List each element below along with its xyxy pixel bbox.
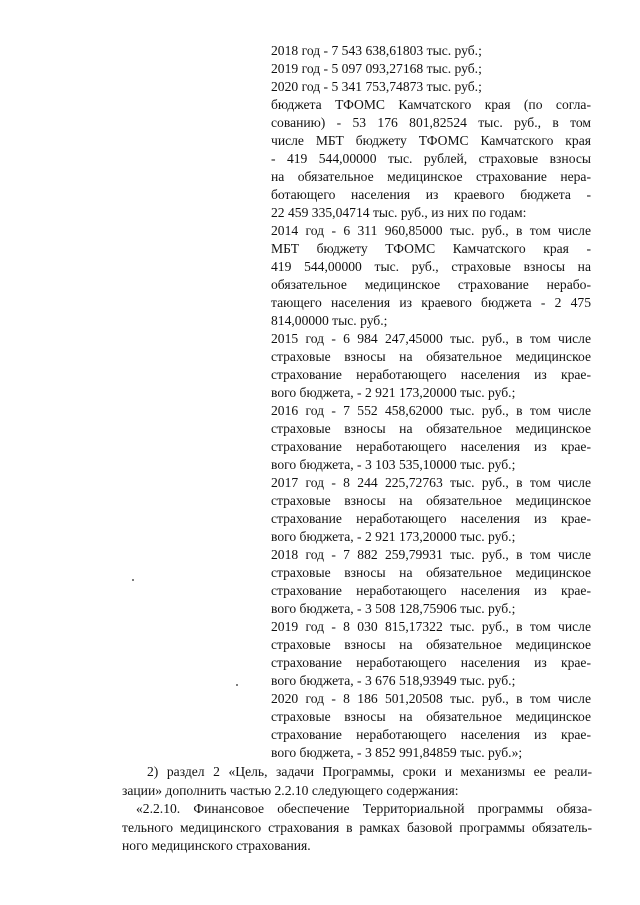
text-line: страховые взносы на обязательное медицинское [271, 349, 591, 364]
text-line: страховые взносы на обязательное медицинское [271, 565, 591, 580]
text-line: тающего населения из краевого бюджета - 2 475 [271, 295, 591, 310]
text-line: вого бюджета, - 3 852 991,84859 тыс. руб.»; [271, 745, 523, 760]
text-line: 2018 год - 7 543 638,61803 тыс. руб.; [271, 43, 482, 58]
text-line: страхование неработающего населения из крае- [271, 583, 591, 598]
text-line: обязательное медицинское страхование нерабо- [271, 277, 591, 292]
text-line: сованию) - 53 176 801,82524 тыс. руб., в том [271, 115, 591, 130]
scan-speck [236, 684, 238, 686]
text-line: страховые взносы на обязательное медицинское [271, 637, 591, 652]
text-line: страхование неработающего населения из крае- [271, 727, 591, 742]
text-line: 2019 год - 5 097 093,27168 тыс. руб.; [271, 61, 482, 76]
financing-column [271, 42, 591, 762]
amendment-paragraphs [122, 763, 592, 856]
text-line: страховые взносы на обязательное медицинское [271, 421, 591, 436]
text-line: 2019 год - 8 030 815,17322 тыс. руб., в том числе [271, 619, 591, 634]
scan-speck [132, 579, 134, 581]
text-line: зации» дополнить частью 2.2.10 следующего содержания: [122, 782, 459, 798]
text-line: «2.2.10. Финансовое обеспечение Территориальной программы обяза- [136, 801, 592, 816]
text-line: 814,00000 тыс. руб.; [271, 313, 388, 328]
text-line: тельного медицинского страхования в рамках базовой программы обязатель- [122, 819, 592, 835]
text-line: - 419 544,00000 тыс. рублей, страховые взносы [271, 151, 591, 166]
text-line: на обязательное медицинское страхование нера- [271, 169, 591, 184]
text-line: бюджета ТФОМС Камчатского края (по согла- [271, 97, 591, 112]
text-line: 2015 год - 6 984 247,45000 тыс. руб., в том числе [271, 331, 591, 346]
text-line: страховые взносы на обязательное медицинское [271, 709, 591, 724]
text-line: 22 459 335,04714 тыс. руб., из них по годам: [271, 205, 527, 220]
text-line: страховые взносы на обязательное медицинское [271, 493, 591, 508]
text-line: страхование неработающего населения из крае- [271, 367, 591, 382]
text-line: 2016 год - 7 552 458,62000 тыс. руб., в том числе [271, 403, 591, 418]
text-line: страхование неработающего населения из крае- [271, 511, 591, 526]
text-line: 2) раздел 2 «Цель, задачи Программы, сроки и механизмы ее реали- [147, 764, 592, 779]
text-line: МБТ бюджету ТФОМС Камчатского края - [271, 241, 591, 256]
text-line: ботающего населения из краевого бюджета - [271, 187, 591, 202]
text-line: вого бюджета, - 3 508 128,75906 тыс. руб.; [271, 601, 516, 616]
text-line: 2014 год - 6 311 960,85000 тыс. руб., в том числе [271, 223, 591, 238]
text-line: 2018 год - 7 882 259,79931 тыс. руб., в том числе [271, 547, 591, 562]
text-line: вого бюджета, - 2 921 173,20000 тыс. руб.; [271, 529, 516, 544]
text-line: 2020 год - 8 186 501,20508 тыс. руб., в том числе [271, 691, 591, 706]
text-line: числе МБТ бюджету ТФОМС Камчатского края [271, 133, 591, 148]
text-line: вого бюджета, - 3 676 518,93949 тыс. руб.; [271, 673, 516, 688]
text-line: страхование неработающего населения из крае- [271, 655, 591, 670]
text-line: 2017 год - 8 244 225,72763 тыс. руб., в том числе [271, 475, 591, 490]
text-line: ного медицинского страхования. [122, 838, 311, 853]
text-line: 419 544,00000 тыс. руб., страховые взносы на [271, 259, 591, 274]
text-line: 2020 год - 5 341 753,74873 тыс. руб.; [271, 79, 482, 94]
text-line: вого бюджета, - 3 103 535,10000 тыс. руб.; [271, 457, 516, 472]
text-line: страхование неработающего населения из крае- [271, 439, 591, 454]
text-line: вого бюджета, - 2 921 173,20000 тыс. руб.; [271, 385, 516, 400]
